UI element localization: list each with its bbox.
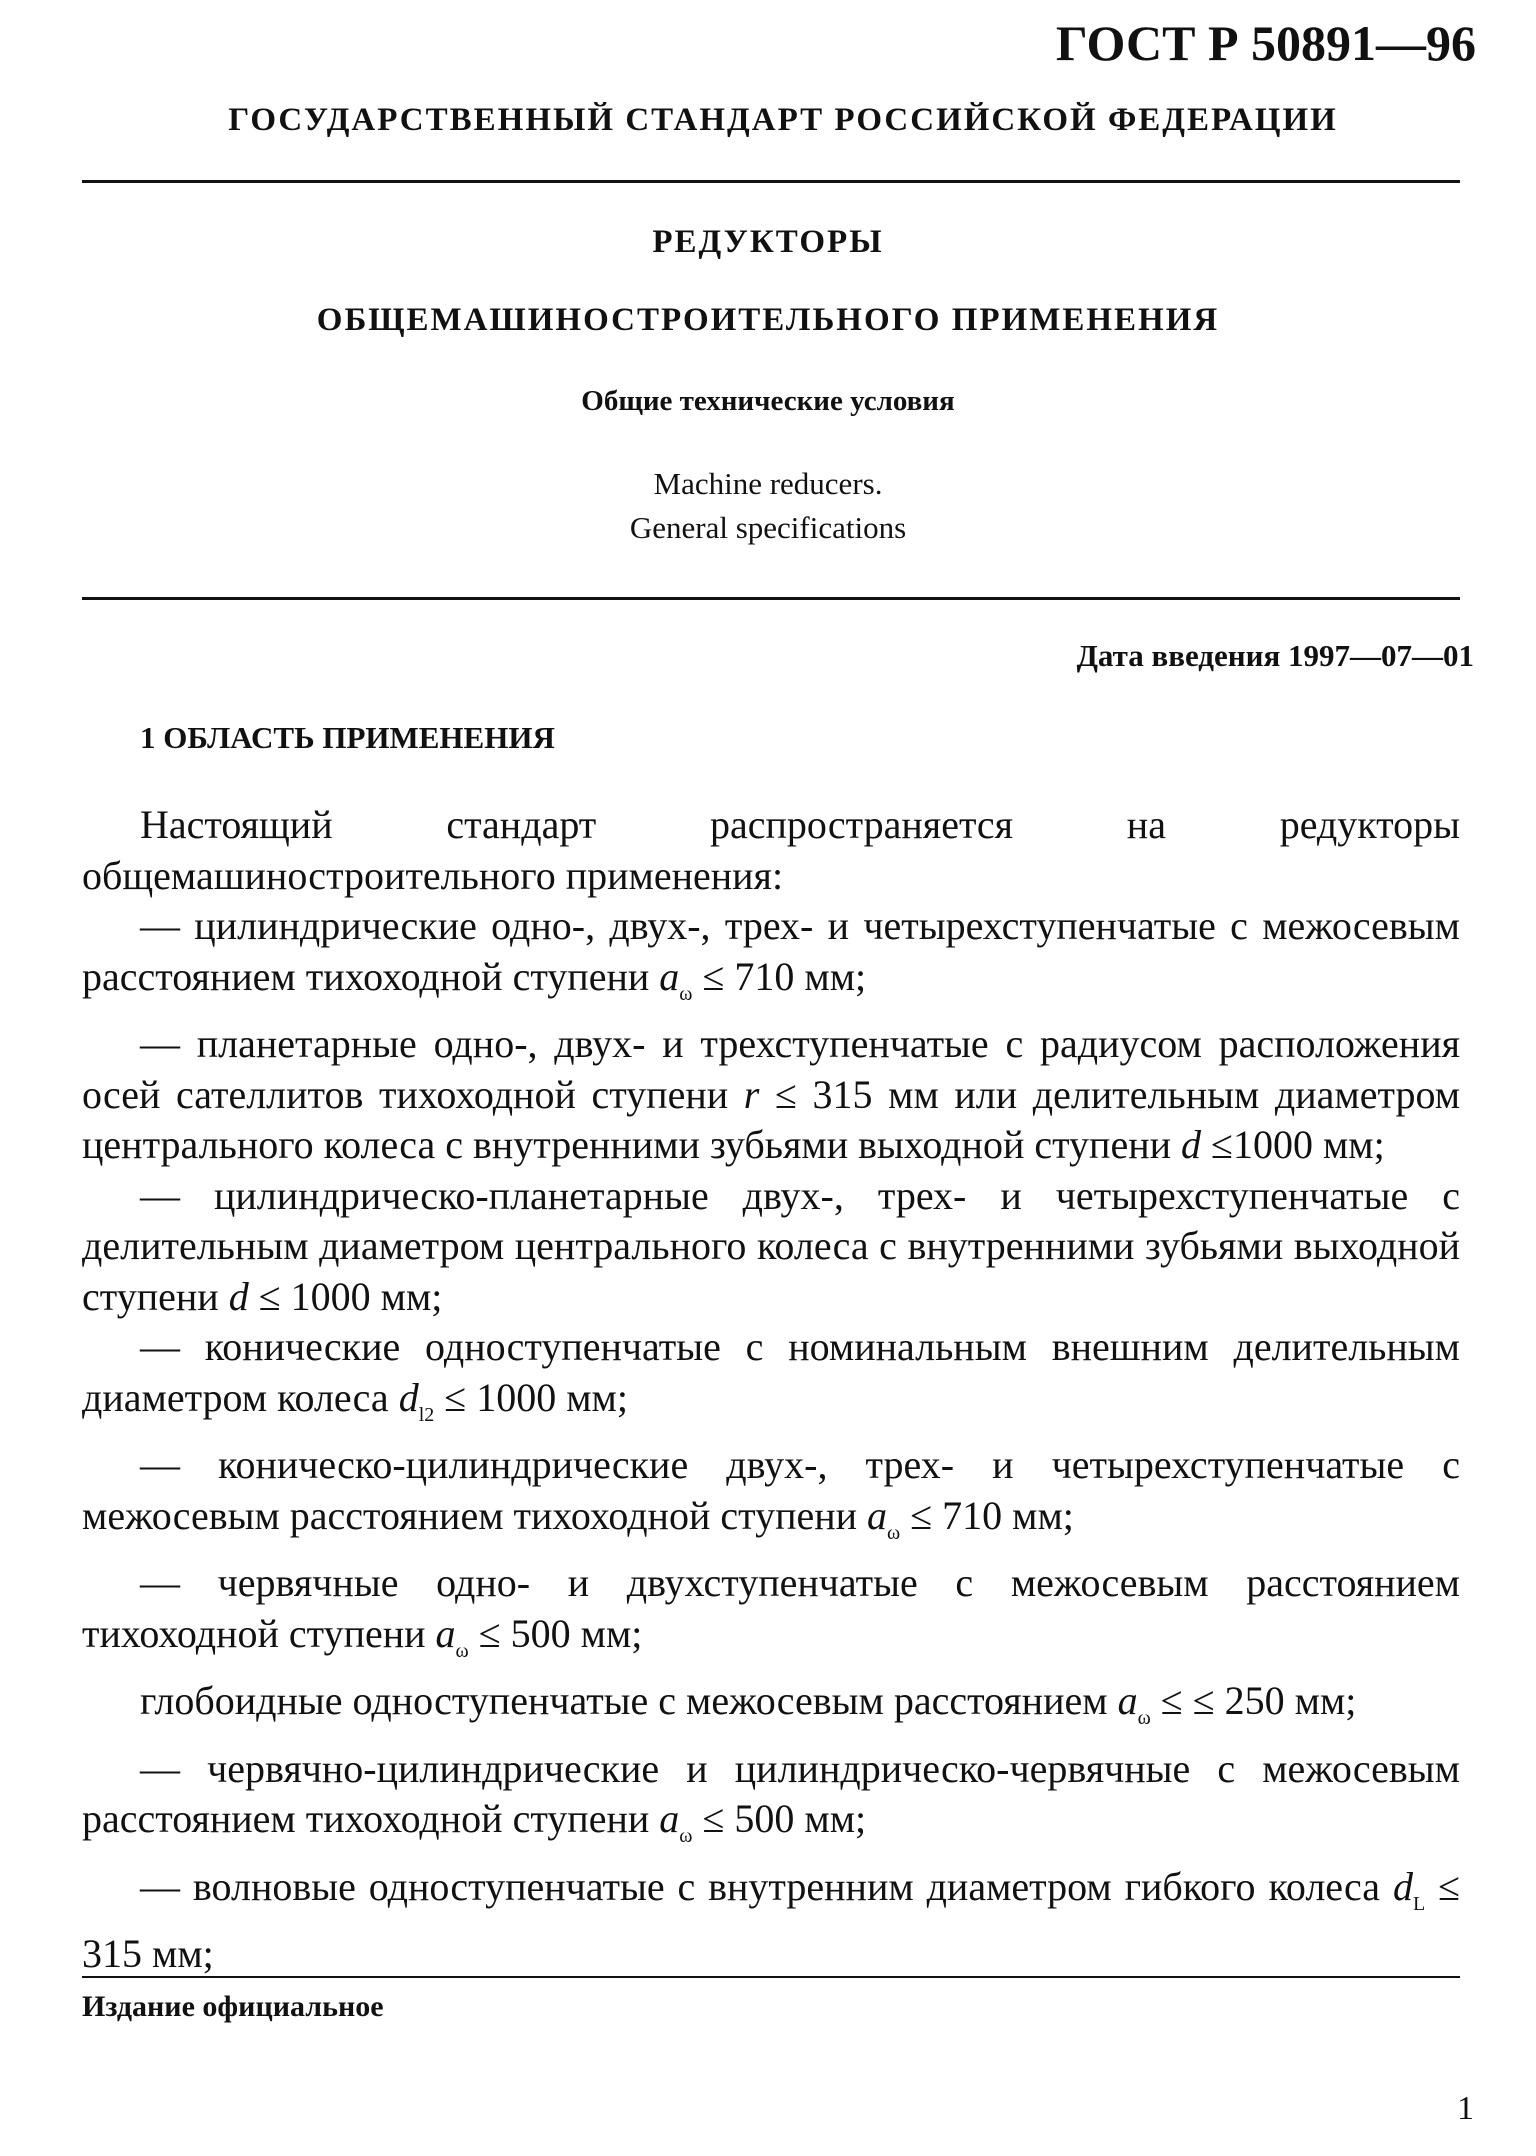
document-title-line-2: ОБЩЕМАШИНОСТРОИТЕЛЬНОГО ПРИМЕНЕНИЯ [316,302,1220,338]
paragraph-text: — цилиндрические одно-, двух-, трех- и четырехступенчатые с межосевым расстоянием тихоходной ступени [82,903,1460,999]
introduction-date: Дата введения 1997—07—01 [1076,638,1474,673]
math-value: ≤ 710 мм; [910,1492,1074,1538]
math-variable: d [398,1374,419,1420]
math-subscript: ω [887,1521,901,1544]
paragraph-text: — волновые одноступенчатые с внутренним диаметром гибкого колеса [140,1863,1393,1909]
math-value: ≤ 500 мм; [702,1796,867,1841]
math-variable: d [1181,1122,1202,1167]
paragraph-text: — коническо-цилиндрические двух-, трех- и четырехступенчатые с межосевым расстоянием тихоходной ступени [82,1442,1460,1538]
middle-divider [82,597,1460,600]
paragraph-globoid [82,1676,1460,1744]
paragraph-text: — червячно-цилиндрические и цилиндрическо-червячные с межосевым расстоянием тихоходной ступени [82,1745,1460,1841]
official-edition-note: Издание официальное [82,1990,384,2023]
section-body [82,800,1460,1980]
paragraph-text: — конические одноступенчатые с номинальным внешним делительным диаметром колеса [82,1324,1460,1420]
math-variable: a [867,1492,888,1538]
math-variable: d [228,1273,249,1319]
math-subscript: ω [1137,1707,1151,1729]
paragraph-worm-cylindrical [82,1744,1460,1862]
paragraph-intro: Настоящий стандарт распространяется на редукторы общемашиностроительного применения: [82,802,1460,898]
math-variable: a [659,953,680,999]
math-variable: r [743,1071,760,1117]
top-divider [82,180,1460,183]
paragraph-text: — червячные одно- и двухступенчатые с межосевым расстоянием тихоходной ступени [82,1560,1460,1656]
paragraph-bevel-cylindrical [82,1440,1460,1558]
english-title-line-1: Machine reducers. [653,466,883,501]
math-variable: a [1117,1678,1138,1723]
footer-divider [82,1976,1460,1978]
math-value: ≤ 710 мм; [702,953,867,999]
math-value: ≤1000 мм; [1201,1122,1385,1167]
document-title-line-1: РЕДУКТОРЫ [652,224,884,260]
math-value: ≤ 1000 мм; [434,1374,628,1420]
paragraph-planetary [82,1019,1460,1171]
math-value: ≤ 500 мм; [478,1610,643,1656]
paragraph-text: глобоидные одноступенчатые с межосевым расстоянием [140,1678,1118,1723]
english-title [0,462,1536,550]
page-number: 1 [1457,2090,1474,2127]
english-title-line-2: General specifications [629,510,907,545]
math-value: ≤ ≤ 250 мм; [1160,1678,1357,1723]
math-variable: d [1392,1863,1413,1909]
paragraph-cylindrical-planetary [82,1171,1460,1323]
math-subscript: ω [679,982,693,1005]
organization-header: ГОСУДАРСТВЕННЫЙ СТАНДАРТ РОССИЙСКОЙ ФЕДЕРАЦИИ [228,102,1338,138]
math-subscript: ω [679,1825,693,1847]
paragraph-wave [82,1862,1460,1980]
paragraph-bevel [82,1322,1460,1440]
paragraph-text: — планетарные одно-, двух- и трехступенчатые с радиусом расположения осей сателлитов тихоходной ступени [82,1021,1460,1117]
math-variable: a [435,1610,456,1656]
math-subscript: l2 [418,1403,435,1426]
math-subscript: L [1412,1892,1426,1915]
paragraph-worm [82,1558,1460,1676]
document-code: ГОСТ Р 50891—96 [1055,15,1476,71]
section-heading: 1 ОБЛАСТЬ ПРИМЕНЕНИЯ [140,720,555,755]
paragraph-text: — цилиндрическо-планетарные двух-, трех- и четырехступенчатые с делительным диаметром центрального колеса с внутренними зубьями выходной ступени [82,1172,1460,1319]
math-value: ≤ 1000 мм; [248,1273,443,1319]
math-value: ≤ 315 мм; [82,1863,1461,1976]
math-subscript: ω [455,1639,469,1662]
paragraph-text: ≤ 315 мм или делительным диаметром центрального колеса с внутренними зубьями выходной ступени [82,1071,1460,1167]
paragraph-cylindrical [82,901,1460,1019]
document-subtitle: Общие технические условия [581,385,955,417]
math-variable: a [659,1796,680,1841]
